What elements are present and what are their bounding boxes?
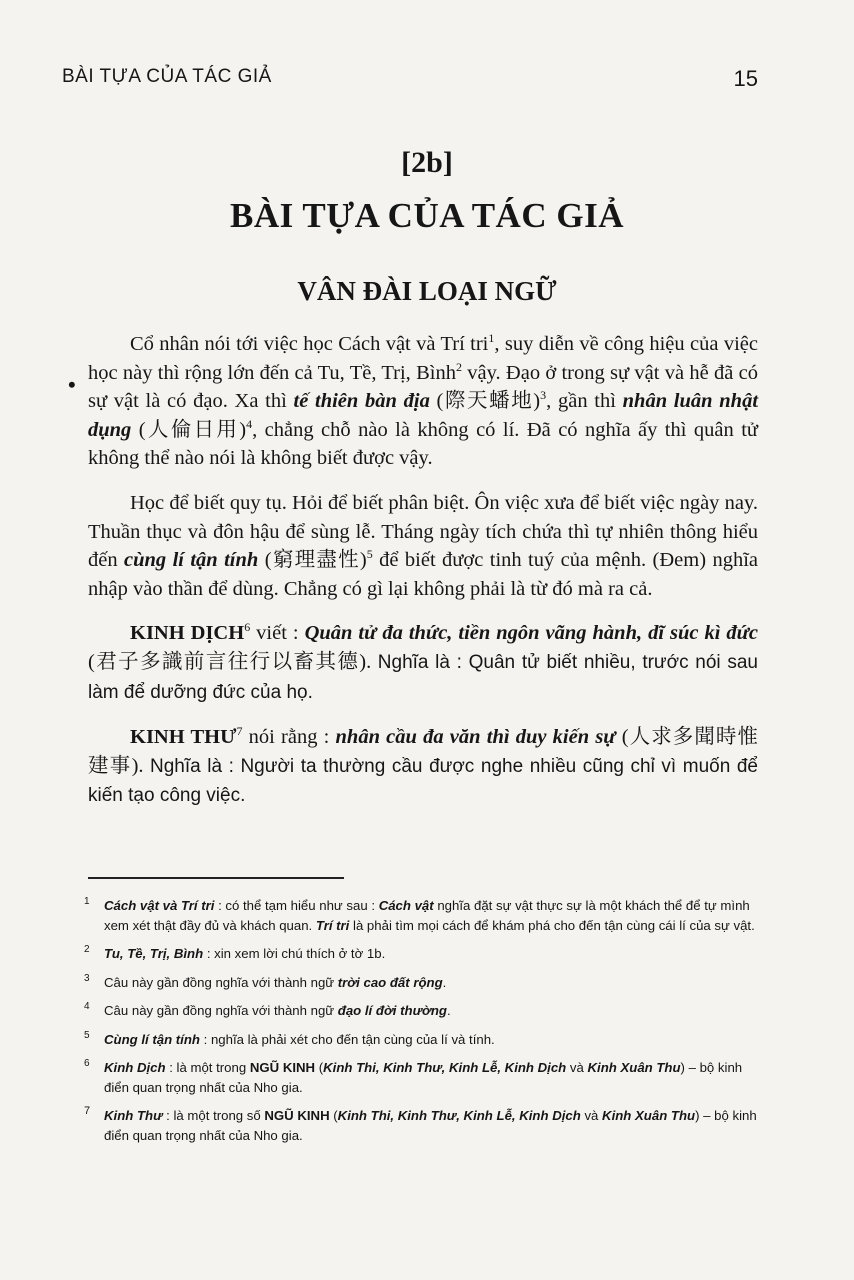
footnote-ref-3: 3 xyxy=(540,388,547,403)
text-run: là phải tìm mọi cách để khám phá cho đến tận cùng cái lí của sự vật. xyxy=(349,917,755,933)
text-run: ) – bộ kinh điển quan trọng nhất của Nho gia. xyxy=(104,1060,743,1095)
chinese-text: (際天蟠地) xyxy=(429,390,541,413)
paragraph-2 xyxy=(88,489,758,603)
text-run: ) – bộ kinh điển quan trọng nhất của Nho gia. xyxy=(104,1108,757,1143)
translation-text: Nghĩa là : Người ta thường cầu được nghe nhiều cũng chỉ vì muốn để kiến tạo công việc. xyxy=(88,755,759,807)
footnote-term: Kinh Thư xyxy=(104,1108,163,1123)
footnote-number: 1 xyxy=(84,896,90,907)
footnote-term: Tu, Tề, Trị, Bình xyxy=(104,946,204,961)
translation-text: Nghĩa là : Quân tử biết nhiều, trước nói sau làm để dưỡng đức của họ. xyxy=(88,651,758,703)
paragraph-4 xyxy=(88,723,758,811)
chinese-text: (窮理盡性) xyxy=(258,549,367,572)
footnote-term: Kinh Thi, Kinh Thư, Kinh Lễ, Kinh Dịch xyxy=(323,1060,567,1075)
footnote-6 xyxy=(84,1058,758,1097)
footnote-term: Kinh Thi, Kinh Thư, Kinh Lễ, Kinh Dịch xyxy=(337,1108,581,1123)
footnote-3 xyxy=(84,973,758,993)
chinese-text: (人求多聞時惟建事). xyxy=(88,726,758,777)
footnote-bold: NGŨ KINH xyxy=(249,1060,316,1075)
footnote-term: Trí tri xyxy=(315,917,350,933)
text-run: . xyxy=(446,1003,451,1018)
footnote-2 xyxy=(84,944,758,964)
footnote-term: trời cao đất rộng xyxy=(337,974,443,990)
quotation: nhân cầu đa văn thì duy kiến sự xyxy=(335,726,616,749)
footnote-7 xyxy=(84,1106,758,1145)
text-run: , gần thì xyxy=(546,390,623,413)
footnote-term: Kinh Xuân Thu xyxy=(587,1060,681,1075)
margin-mark: • xyxy=(68,372,76,397)
text-run: Câu này gần đồng nghĩa với thành ngữ xyxy=(104,974,338,990)
text-run: để biết được tinh tuý của mệnh. (Đem) nghĩa nhập vào thần để dùng. Chẳng có gì lại không phải là từ đó mà ra cả. xyxy=(88,549,759,600)
footnote-term: Cách vật xyxy=(378,898,434,913)
text-run: : là một trong xyxy=(165,1060,250,1075)
footnote-ref-7: 7 xyxy=(236,724,243,739)
text-run: viết : xyxy=(250,622,305,645)
footnote-term: Kinh Xuân Thu xyxy=(602,1108,696,1123)
page-number: 15 xyxy=(733,66,758,91)
book-name: KINH THƯ xyxy=(130,726,237,749)
text-run: Học để biết quy tụ. Hỏi để biết phân biệt. Ôn việc xưa để biết việc ngày nay. Thuần thục và đôn hậu để sùng lễ. Tháng ngày tích chứa thì tự nhiên thông hiểu đến xyxy=(88,491,758,572)
footnotes xyxy=(84,896,758,1154)
footnote-4 xyxy=(84,1001,758,1021)
chinese-text: (君子多識前言往行以畜其德). xyxy=(88,650,378,673)
emphasis-term: cùng lí tận tính xyxy=(124,549,259,572)
footnote-5 xyxy=(84,1030,758,1050)
text-run: : là một trong số xyxy=(162,1108,265,1123)
footnote-ref-6: 6 xyxy=(244,620,251,635)
text-run: nói rằng : xyxy=(242,726,336,749)
chapter-title: BÀI TỰA CỦA TÁC GIẢ xyxy=(230,196,624,235)
footnote-ref-2: 2 xyxy=(455,359,462,374)
footnote-number: 4 xyxy=(84,1001,90,1012)
text-run: , chẳng chỗ nào là không có lí. Đã có nghĩa ấy thì quân tử không thể nào nói là không biết được vậy. xyxy=(88,418,759,470)
running-header-title: BÀI TỰA CỦA TÁC GIẢ xyxy=(62,66,272,87)
footnote-divider xyxy=(88,877,344,879)
footnote-number: 6 xyxy=(84,1058,90,1069)
text-run: Câu này gần đồng nghĩa với thành ngữ xyxy=(104,1003,338,1018)
quotation: Quân tử đa thức, tiền ngôn vãng hành, dĩ súc kì đức xyxy=(304,622,758,645)
emphasis-term: tế thiên bàn địa xyxy=(293,390,430,413)
footnote-1 xyxy=(84,896,758,935)
chapter-subtitle: VÂN ĐÀI LOẠI NGỮ xyxy=(297,276,557,306)
text-run: . xyxy=(442,974,447,990)
footnote-number: 7 xyxy=(84,1105,91,1117)
footnote-bold: NGŨ KINH xyxy=(264,1108,330,1123)
footnote-number: 3 xyxy=(84,972,90,984)
paragraph-1 xyxy=(88,330,758,473)
section-code: [2b] xyxy=(401,146,453,179)
footnote-number: 5 xyxy=(84,1029,90,1041)
text-run: ( xyxy=(315,1060,324,1075)
text-run: : nghĩa là phải xét cho đến tận cùng của lí và tính. xyxy=(199,1031,495,1047)
footnote-ref-5: 5 xyxy=(366,547,373,562)
text-run: vậy. Đạo ở trong sự vật và hễ đã có sự vật là có đạo. Xa thì xyxy=(88,361,758,413)
text-run: nghĩa đặt sự vật thực sự là một khách thể để tự mình xem xét thật đầy đủ và khách quan. xyxy=(104,898,750,933)
text-run: , suy diễn về công hiệu của việc học này thì rộng lớn đến cả Tu, Tề, Trị, Bình xyxy=(88,333,758,384)
text-run: và xyxy=(580,1108,603,1123)
paragraph-3 xyxy=(88,619,758,707)
chinese-text: (人倫日用) xyxy=(131,418,247,441)
text-run: và xyxy=(566,1060,588,1075)
footnote-term: đạo lí đời thường xyxy=(337,1003,447,1018)
text-run: ( xyxy=(329,1108,338,1123)
footnote-term: Cách vật và Trí tri xyxy=(104,898,215,913)
footnote-ref-1: 1 xyxy=(488,331,495,346)
body-text xyxy=(88,330,758,827)
text-run: Cổ nhân nói tới việc học Cách vật và Trí tri xyxy=(130,333,489,355)
footnote-ref-4: 4 xyxy=(246,416,253,431)
footnote-number: 2 xyxy=(84,944,90,955)
book-name: KINH DỊCH xyxy=(130,622,245,645)
text-run: : có thể tạm hiểu như sau : xyxy=(214,898,379,913)
footnote-term: Kinh Dịch xyxy=(104,1060,166,1075)
text-run: : xin xem lời chú thích ở tờ 1b. xyxy=(203,946,386,961)
emphasis-term: nhân luân nhật dụng xyxy=(88,390,759,441)
footnote-term: Cùng lí tận tính xyxy=(104,1031,200,1047)
